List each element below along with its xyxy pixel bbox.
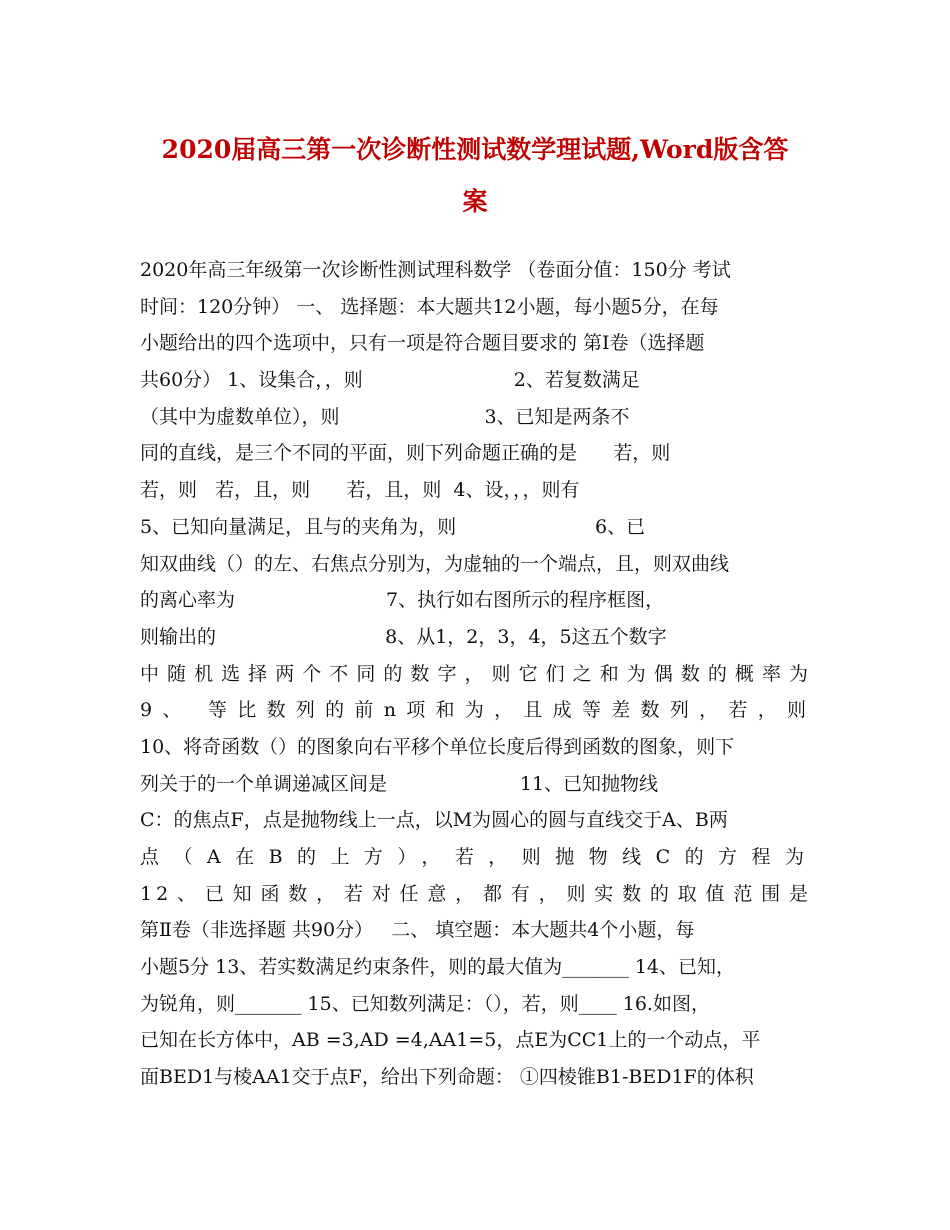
body-line: 2020年高三年级第一次诊断性测试理科数学 （卷面分值：150分 考试 bbox=[140, 259, 731, 281]
document-body bbox=[140, 252, 812, 1096]
body-line: 5、已知向量满足，且与的夹角为，则 6、已 bbox=[140, 515, 646, 538]
body-line: 则输出的 8、从1，2，3，4，5这五个数字 bbox=[140, 625, 667, 648]
body-line: 知双曲线（）的左、右焦点分别为，为虚轴的一个端点，且，则双曲线 bbox=[140, 552, 730, 575]
body-line: 的离心率为 7、执行如右图所示的程序框图， bbox=[140, 589, 665, 612]
title-line-2: 案 bbox=[462, 187, 488, 216]
body-line: 列关于的一个单调递减区间是 11、已知抛物线 bbox=[140, 772, 659, 795]
title-line-1: 2020届高三第一次诊断性测试数学理试题,Word版含答 bbox=[161, 135, 789, 164]
body-line: 共60分） 1、设集合，，则 2、若复数满足 bbox=[140, 369, 640, 392]
body-line: 10、将奇函数（）的图象向右平移个单位长度后得到函数的图象，则下 bbox=[140, 735, 735, 758]
body-line: 时间：120分钟） 一、 选择题：本大题共12小题，每小题5分，在每 bbox=[140, 295, 719, 318]
body-line: 中随机选择两个不同的数字，则它们之和为偶数的概率为 bbox=[140, 662, 812, 685]
body-line: 同的直线，是三个不同的平面，则下列命题正确的是 若，则 bbox=[140, 442, 671, 465]
body-line: 点（A在B的上方），若，则抛物线C的方程为 bbox=[140, 846, 812, 868]
body-line: 小题给出的四个选项中，只有一项是符合题目要求的 第Ⅰ卷（选择题 bbox=[140, 332, 705, 355]
body-line: C：的焦点F，点是抛物线上一点，以M为圆心的圆与直线交于A、B两 bbox=[140, 809, 728, 832]
body-line: 小题5分 13、若实数满足约束条件，则的最大值为_______ 14、已知， bbox=[140, 956, 736, 979]
body-line: （其中为虚数单位），则 3、已知是两条不 bbox=[140, 405, 630, 428]
body-line: 第Ⅱ卷（非选择题 共90分） 二、 填空题：本大题共4个小题，每 bbox=[140, 919, 695, 942]
body-line: 12、已知函数，若对任意，都有，则实数的取值范围是 bbox=[140, 882, 812, 905]
body-line: 为锐角，则_______ 15、已知数列满足：（），若，则____ 16.如图， bbox=[140, 992, 710, 1015]
body-line: 若，则 若，且，则 若，且，则 4、设，，，则有 bbox=[140, 479, 580, 502]
body-line: 已知在长方体中，AB =3,AD =4,AA1=5，点E为CC1上的一个动点，平 bbox=[140, 1029, 761, 1052]
document-title bbox=[90, 124, 860, 228]
body-line: 9、 等比数列的前n项和为，且成等差数列，若，则 bbox=[140, 699, 812, 722]
body-line: 面BED1与棱AA1交于点F，给出下列命题： ①四棱锥B1-BED1F的体积 bbox=[140, 1066, 754, 1089]
